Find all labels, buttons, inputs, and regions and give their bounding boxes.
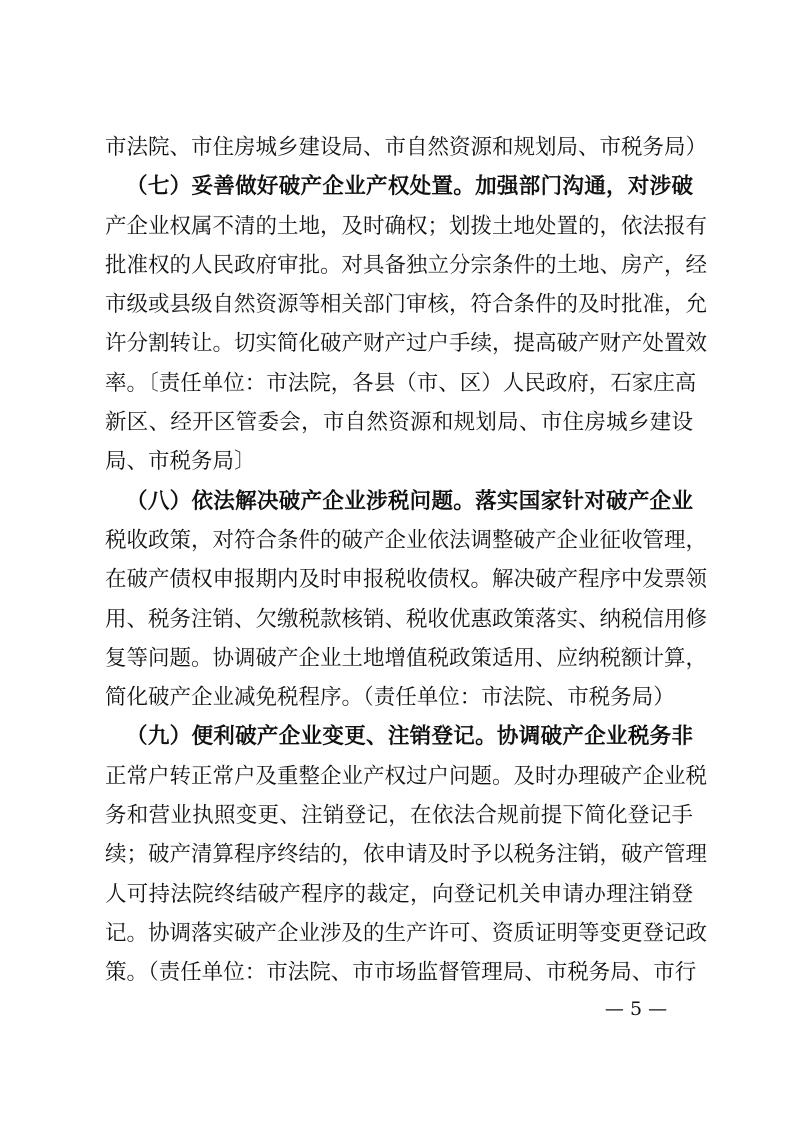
text-line: 策。（责任单位：市法院、市市场监督管理局、市税务局、市行 (105, 960, 697, 986)
text-line: 续；破产清算程序终结的，依申请及时予以税务注销，破产管理 (105, 842, 708, 868)
text-line: 正常户转正常户及重整企业产权过户问题。及时办理破产企业税 (105, 763, 708, 789)
text-line: 产企业权属不清的土地，及时确权；划拨土地处置的，依法报有 (105, 213, 708, 239)
page-number: — 5 — (604, 998, 668, 1020)
text-line: 务和营业执照变更、注销登记，在依法合规前提下简化登记手 (105, 803, 693, 829)
text-line: 记。协调落实破产企业涉及的生产许可、资质证明等变更登记政 (105, 920, 708, 946)
text-line: 复等问题。协调破产企业土地增值税政策适用、应纳税额计算， (105, 645, 708, 671)
text-line: 许分割转让。切实简化破产财产过户手续，提高破产财产处置效 (105, 331, 708, 357)
section-heading-line: （九）便利破产企业变更、注销登记。协调破产企业税务非 (126, 724, 693, 750)
text-line: 批准权的人民政府审批。对具备独立分宗条件的土地、房产，经 (105, 252, 708, 278)
text-line: 率。〔责任单位：市法院，各县（市、区）人民政府，石家庄高 (105, 370, 697, 396)
text-line: 税收政策，对符合条件的破产企业依法调整破产企业征收管理， (105, 527, 708, 553)
section-heading-line: （八）依法解决破产企业涉税问题。落实国家针对破产企业 (126, 488, 693, 514)
section-heading-line: （七）妥善做好破产企业产权处置。加强部门沟通，对涉破 (126, 174, 693, 200)
text-line: 市法院、市住房城乡建设局、市自然资源和规划局、市税务局） (105, 135, 708, 160)
text-line: 局、市税务局〕 (105, 449, 256, 475)
text-line: 简化破产企业减免税程序。（责任单位：市法院、市税务局） (105, 685, 675, 711)
text-line: 市级或县级自然资源等相关部门审核，符合条件的及时批准，允 (105, 292, 708, 318)
text-line: 用、税务注销、欠缴税款核销、税收优惠政策落实、纳税信用修 (105, 606, 708, 632)
body-text (105, 128, 708, 993)
text-line: 在破产债权申报期内及时申报税收债权。解决破产程序中发票领 (105, 567, 708, 593)
text-line: 新区、经开区管委会，市自然资源和规划局、市住房城乡建设 (105, 410, 693, 436)
text-line: 人可持法院终结破产程序的裁定，向登记机关申请办理注销登 (105, 881, 693, 907)
